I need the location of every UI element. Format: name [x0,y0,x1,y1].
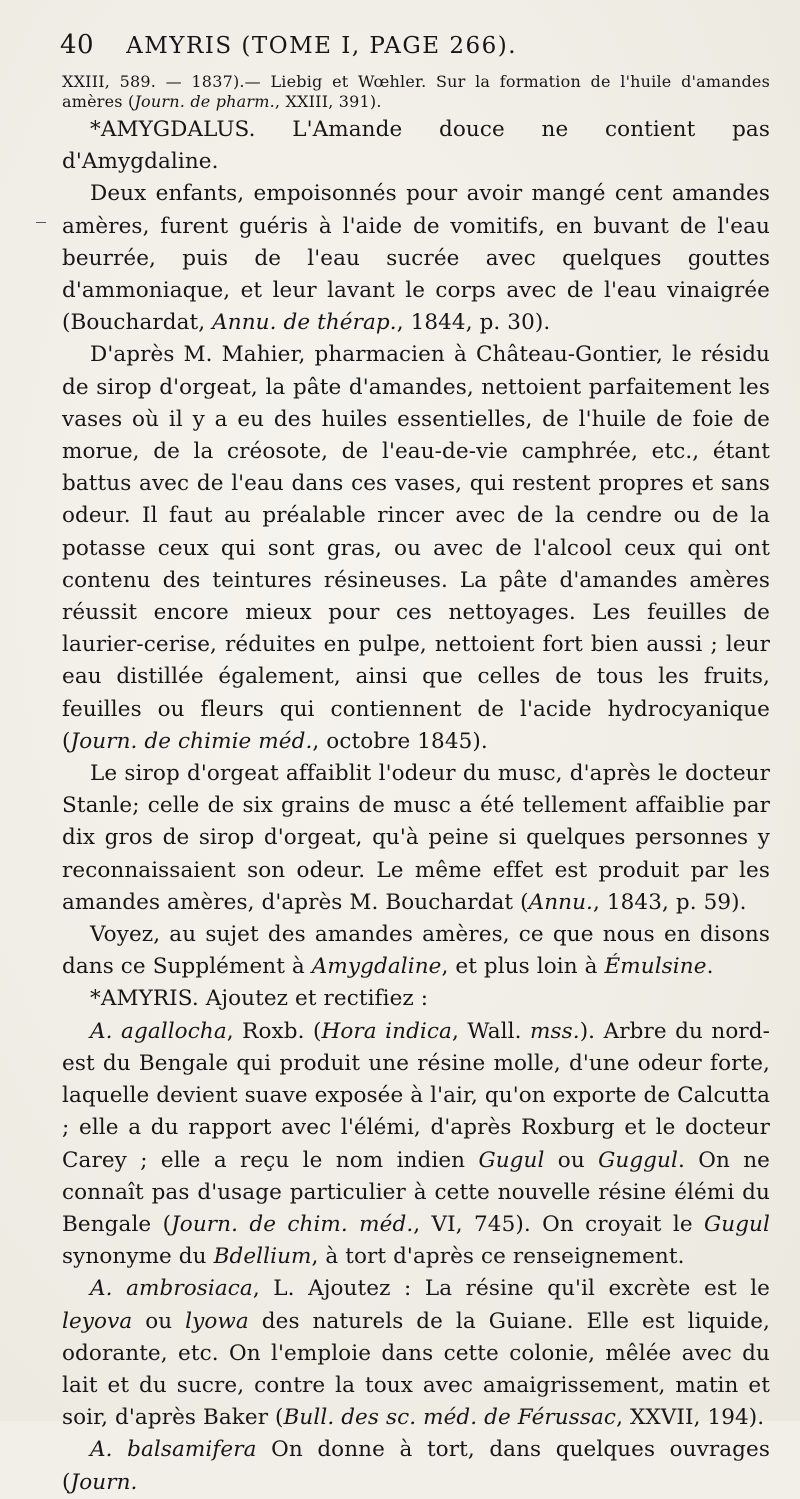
paragraph-voyez: Voyez, au sujet des amandes amères, ce que nous en disons dans ce Supplément à Amygdaline, et plus loin à Émulsine. [62,922,770,980]
margin-mark [36,222,46,223]
entry-amyris: *AMYRIS. Ajoutez et rectifiez : [90,986,429,1012]
entry-amygdalus: *AMYGDALUS. L'Amande douce ne contient pas d'Amygdaline. [62,117,770,175]
paragraph-orgeat-musc: Le sirop d'orgeat affaiblit l'odeur du musc, d'après le docteur Stanle; celle de six grains de musc a été tellement affaiblie par dix gros de sirop d'orgeat, qu'à peine si quelques personnes y reconnaissaient son odeur. Le même effet est produit par les amandes amères, d'après M. Bouchardat (Annu., 1843, p. 59). [62,761,770,915]
entry-balsamifera: A. balsamifera On donne à tort, dans quelques ouvrages (Journ. [62,1437,770,1495]
page-number: 40 [60,30,95,60]
running-title: AMYRIS (TOME I, PAGE 266). [126,33,518,59]
carryover-reference: XXIII, 589. — 1837).— Liebig et Wœhler. Sur la formation de l'huile d'amandes amères (Journ. de pharm., XXIII, 391). [62,72,770,111]
entry-ambrosiaca: A. ambrosiaca, L. Ajoutez : La résine qu'il excrète est le leyova ou lyowa des naturels de la Guiane. Elle est liquide, odorante, etc. On l'emploie dans cette colonie, mêlée avec du lait et du sucre, contre la toux avec amaigrissement, matin et soir, d'après Baker (Bull. des sc. méd. de Férussac, XXVII, 194). [62,1276,770,1431]
text-body [62,72,770,1499]
page-header [60,30,770,72]
paragraph-mahier: D'après M. Mahier, pharmacien à Château-Gontier, le résidu de sirop d'orgeat, la pâte d'amandes, nettoient parfaitement les vases où il y a eu des huiles essentielles, de l'huile de foie de morue, de la créosote, de l'eau-de-vie camphrée, etc., étant battus avec de l'eau dans ces vases, qui restent propres et sans odeur. Il faut au préalable rincer avec de la cendre ou de la potasse ceux qui sont gras, ou avec de l'alcool ceux qui ont contenu des teintures résineuses. La pâte d'amandes amères réussit encore mieux pour ces nettoyages. Les feuilles de laurier-cerise, réduites en pulpe, nettoient fort bien aussi ; leur eau distillée également, ainsi que celles de tous les fruits, feuilles ou fleurs qui contiennent de l'acide hydrocyanique (Journ. de chimie méd., octobre 1845). [62,342,770,754]
paragraph-poisoned-children: Deux enfants, empoisonnés pour avoir mangé cent amandes amères, furent guéris à l'aide de vomitifs, en buvant de l'eau beurrée, puis de l'eau sucrée avec quelques gouttes d'ammoniaque, et leur lavant le corps avec de l'eau vinaigrée (Bouchardat, Annu. de thérap., 1844, p. 30). [62,181,770,336]
entry-agallocha: A. agallocha, Roxb. (Hora indica, Wall. mss.). Arbre du nord-est du Bengale qui produit une résine molle, d'une odeur forte, laquelle devient suave exposée à l'air, qu'on exporte de Calcutta ; elle a du rapport avec l'élémi, d'après Roxburg et le docteur Carey ; elle a reçu le nom indien Gugul ou Guggul. On ne connaît pas d'usage particulier à cette nouvelle résine élémi du Bengale (Journ. de chim. méd., VI, 745). On croyait le Gugul synonyme du Bdellium, à tort d'après ce renseignement. [62,1018,771,1270]
